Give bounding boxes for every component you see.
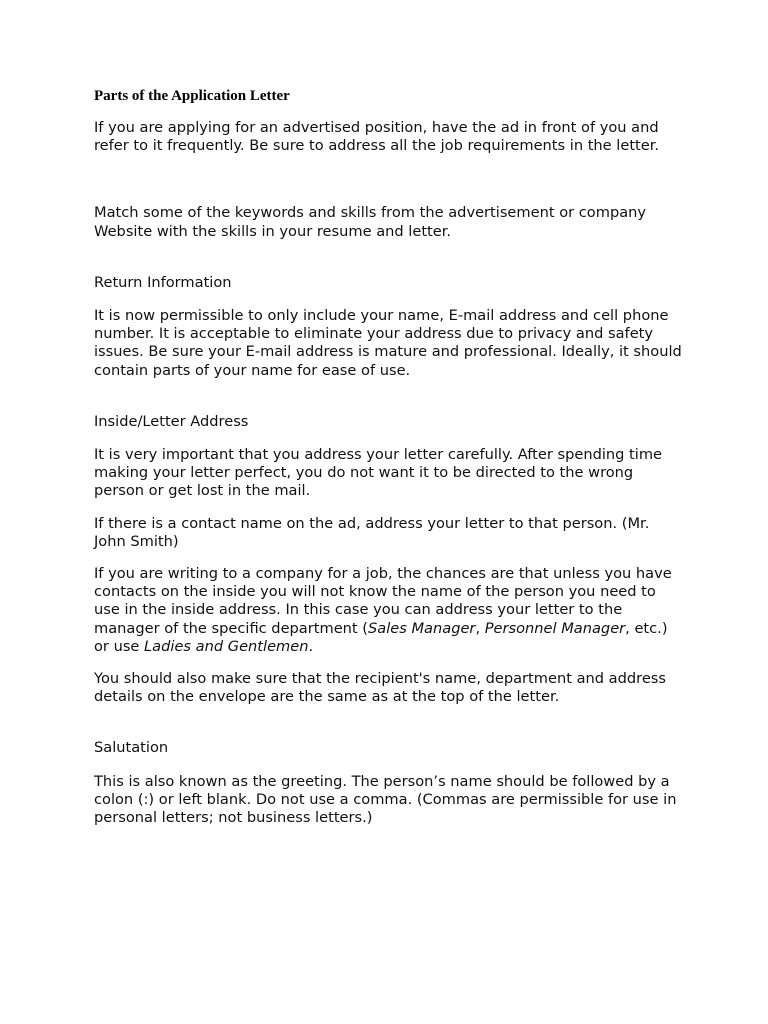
- inside-address-paragraph-2: If there is a contact name on the ad, address your letter to that person. (Mr. John Smith): [94, 514, 650, 550]
- paragraph-text: .: [308, 637, 314, 655]
- document-body: [94, 86, 684, 827]
- document-title: Parts of the Application Letter: [94, 88, 290, 104]
- italic-term: Ladies and Gentlemen: [144, 637, 309, 655]
- inside-address-paragraph-4: You should also make sure that the recipient's name, department and address details on the envelope are the same as at the top of the letter.: [94, 670, 666, 706]
- paragraph-text: ,: [475, 619, 485, 637]
- return-information-paragraph: It is now permissible to only include your name, E-mail address and cell phone number. It is acceptable to eliminate your address due to privacy and safety issues. Be sure your E-mail address is mature and professional. Ideally, it should contain parts of your name for ease of use.: [94, 307, 682, 379]
- inside-address-paragraph-1: It is very important that you address your letter carefully. After spending time making your letter perfect, you do not want it to be directed to the wrong person or get lost in the mail.: [94, 446, 663, 500]
- italic-term: Personnel Manager: [484, 619, 626, 637]
- intro-paragraph-1: If you are applying for an advertised position, have the ad in front of you and refer to it frequently. Be sure to address all the job requirements in the letter.: [94, 119, 660, 155]
- inside-address-paragraph-3: [94, 565, 684, 656]
- paragraph-text: If you are writing to a company for a job, the chances are that unless you have contacts on the inside you will not know the name of the person you need to use in the inside address. In this case you can address your letter to the manager of the specific department (: [94, 565, 672, 637]
- section-heading-salutation: Salutation: [94, 739, 169, 757]
- paragraph-text: , etc.) or use: [94, 619, 668, 655]
- section-heading-return-information: Return Information: [94, 273, 232, 291]
- salutation-paragraph: This is also known as the greeting. The person’s name should be followed by a colon (:) or left blank. Do not use a comma. (Commas are permissible for use in personal letters; not business letters.): [94, 772, 677, 827]
- italic-term: Sales Manager: [367, 619, 476, 637]
- section-heading-inside-address: Inside/Letter Address: [94, 412, 249, 430]
- intro-paragraph-2: Match some of the keywords and skills from the advertisement or company Website with the skills in your resume and letter.: [94, 204, 647, 240]
